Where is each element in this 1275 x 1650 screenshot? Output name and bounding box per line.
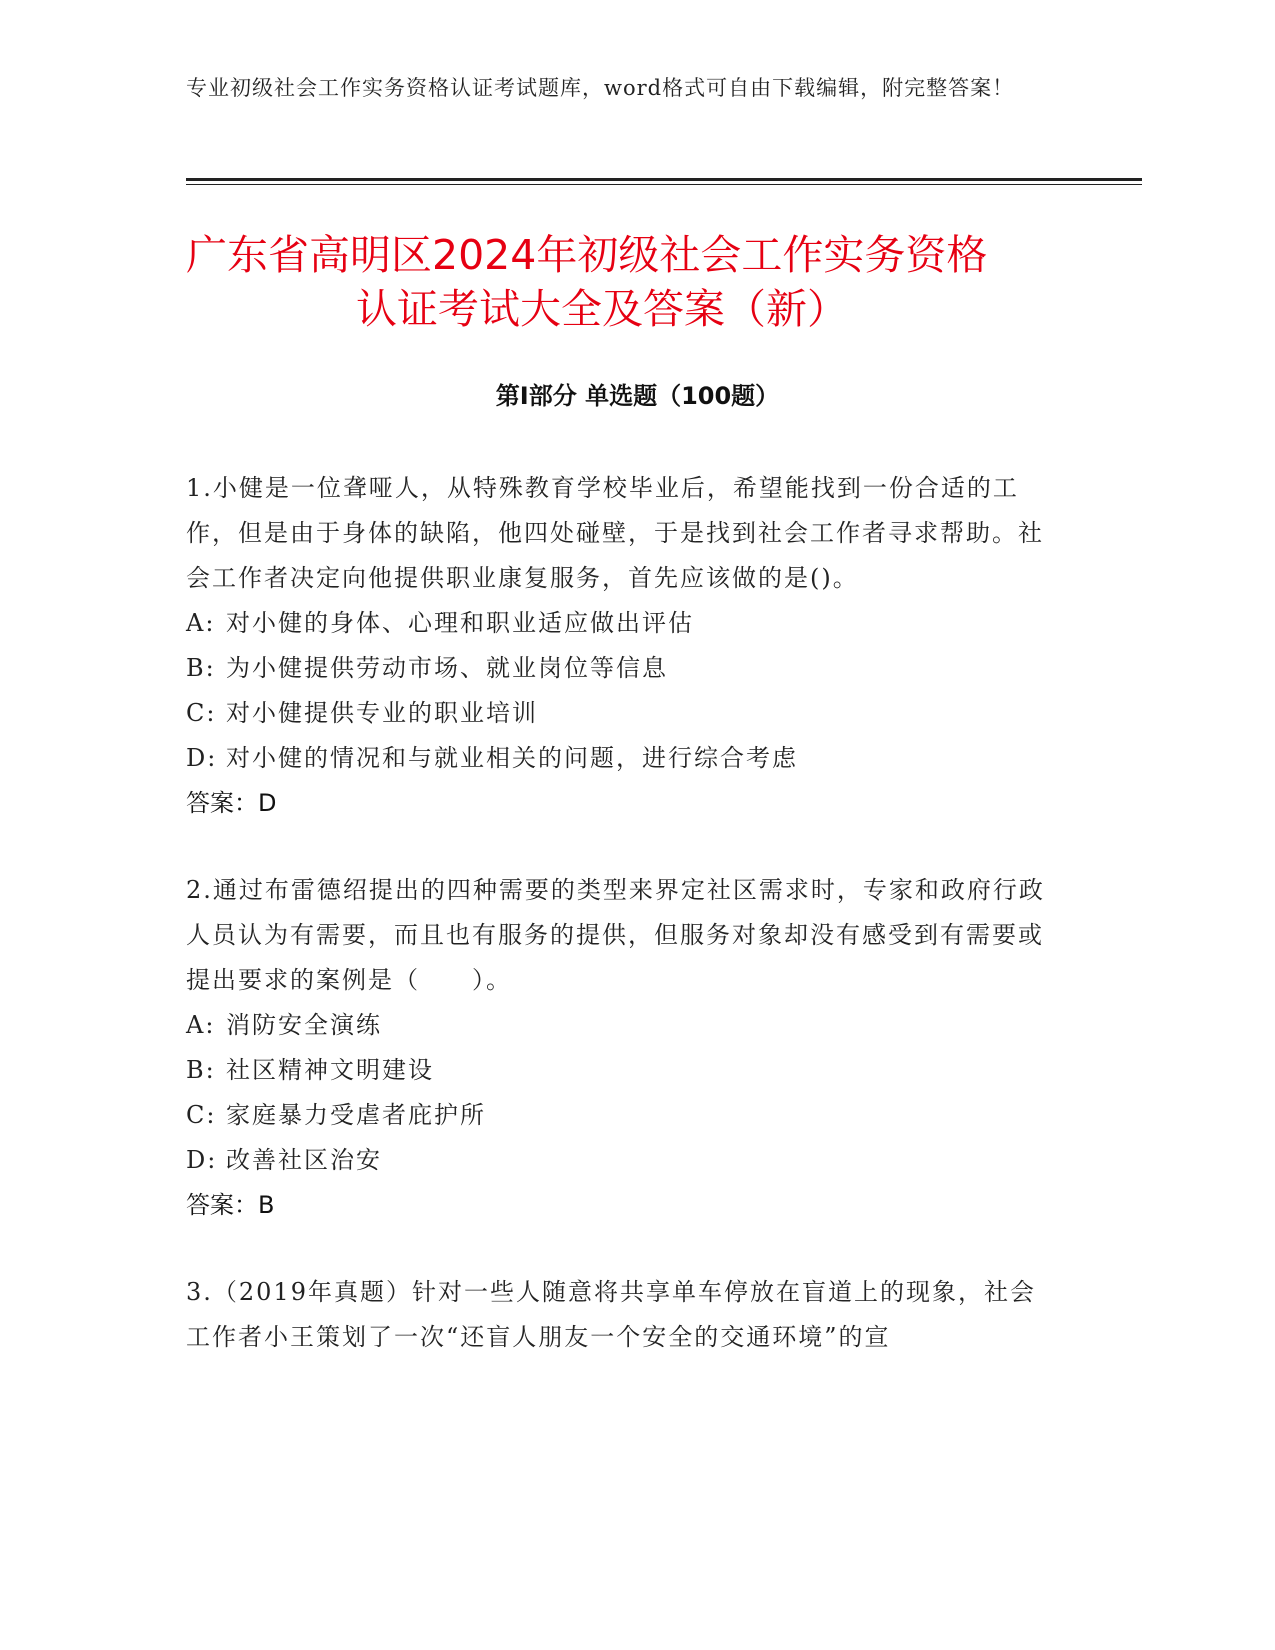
option-d xyxy=(186,736,1046,781)
option-text: 消防安全演练 xyxy=(226,1011,382,1039)
answer: 答案：D xyxy=(186,789,277,817)
option-letter: B: xyxy=(186,654,216,682)
option-b xyxy=(186,1048,1046,1093)
document-title-line-2: 认证考试大全及答案（新） xyxy=(356,285,848,333)
option-letter: D: xyxy=(186,744,218,772)
document-title xyxy=(186,228,1066,336)
option-text: 为小健提供劳动市场、就业岗位等信息 xyxy=(226,654,668,682)
question-list xyxy=(186,466,1046,1402)
option-a xyxy=(186,601,1046,646)
option-letter: D: xyxy=(186,1146,218,1174)
option-text: 改善社区治安 xyxy=(226,1146,382,1174)
option-letter: C: xyxy=(186,1101,217,1129)
option-d xyxy=(186,1138,1046,1183)
header-rule-thin xyxy=(186,184,1142,185)
option-a xyxy=(186,1003,1046,1048)
option-letter: B: xyxy=(186,1056,216,1084)
header-note: 专业初级社会工作实务资格认证考试题库，word格式可自由下载编辑，附完整答案！ xyxy=(186,76,1015,100)
option-text: 社区精神文明建设 xyxy=(226,1056,434,1084)
header-rule-thick xyxy=(186,178,1142,181)
question-2 xyxy=(186,868,1046,1228)
option-c xyxy=(186,1093,1046,1138)
question-stem: 3.（2019年真题）针对一些人随意将共享单车停放在盲道上的现象，社会工作者小王策划了一次“还盲人朋友一个安全的交通环境”的宣 xyxy=(186,1278,1036,1351)
answer: 答案：B xyxy=(186,1191,275,1219)
option-letter: A: xyxy=(186,609,216,637)
option-text: 对小健的情况和与就业相关的问题，进行综合考虑 xyxy=(226,744,798,772)
section-heading: 第Ⅰ部分 单选题（100题） xyxy=(495,382,780,410)
question-stem: 1.小健是一位聋哑人，从特殊教育学校毕业后，希望能找到一份合适的工作，但是由于身体的缺陷，他四处碰壁，于是找到社会工作者寻求帮助。社会工作者决定向他提供职业康复服务，首先应该做的是()。 xyxy=(186,474,1044,592)
document-title-line-1: 广东省高明区2024年初级社会工作实务资格 xyxy=(186,231,988,279)
option-text: 对小健的身体、心理和职业适应做出评估 xyxy=(226,609,694,637)
option-text: 家庭暴力受虐者庇护所 xyxy=(226,1101,486,1129)
option-text: 对小健提供专业的职业培训 xyxy=(226,699,538,727)
question-3 xyxy=(186,1270,1046,1360)
option-b xyxy=(186,646,1046,691)
question-stem: 2.通过布雷德绍提出的四种需要的类型来界定社区需求时，专家和政府行政人员认为有需要，而且也有服务的提供，但服务对象却没有感受到有需要或提出要求的案例是（ ）。 xyxy=(186,876,1045,994)
question-1 xyxy=(186,466,1046,826)
option-letter: C: xyxy=(186,699,217,727)
option-letter: A: xyxy=(186,1011,216,1039)
option-c xyxy=(186,691,1046,736)
